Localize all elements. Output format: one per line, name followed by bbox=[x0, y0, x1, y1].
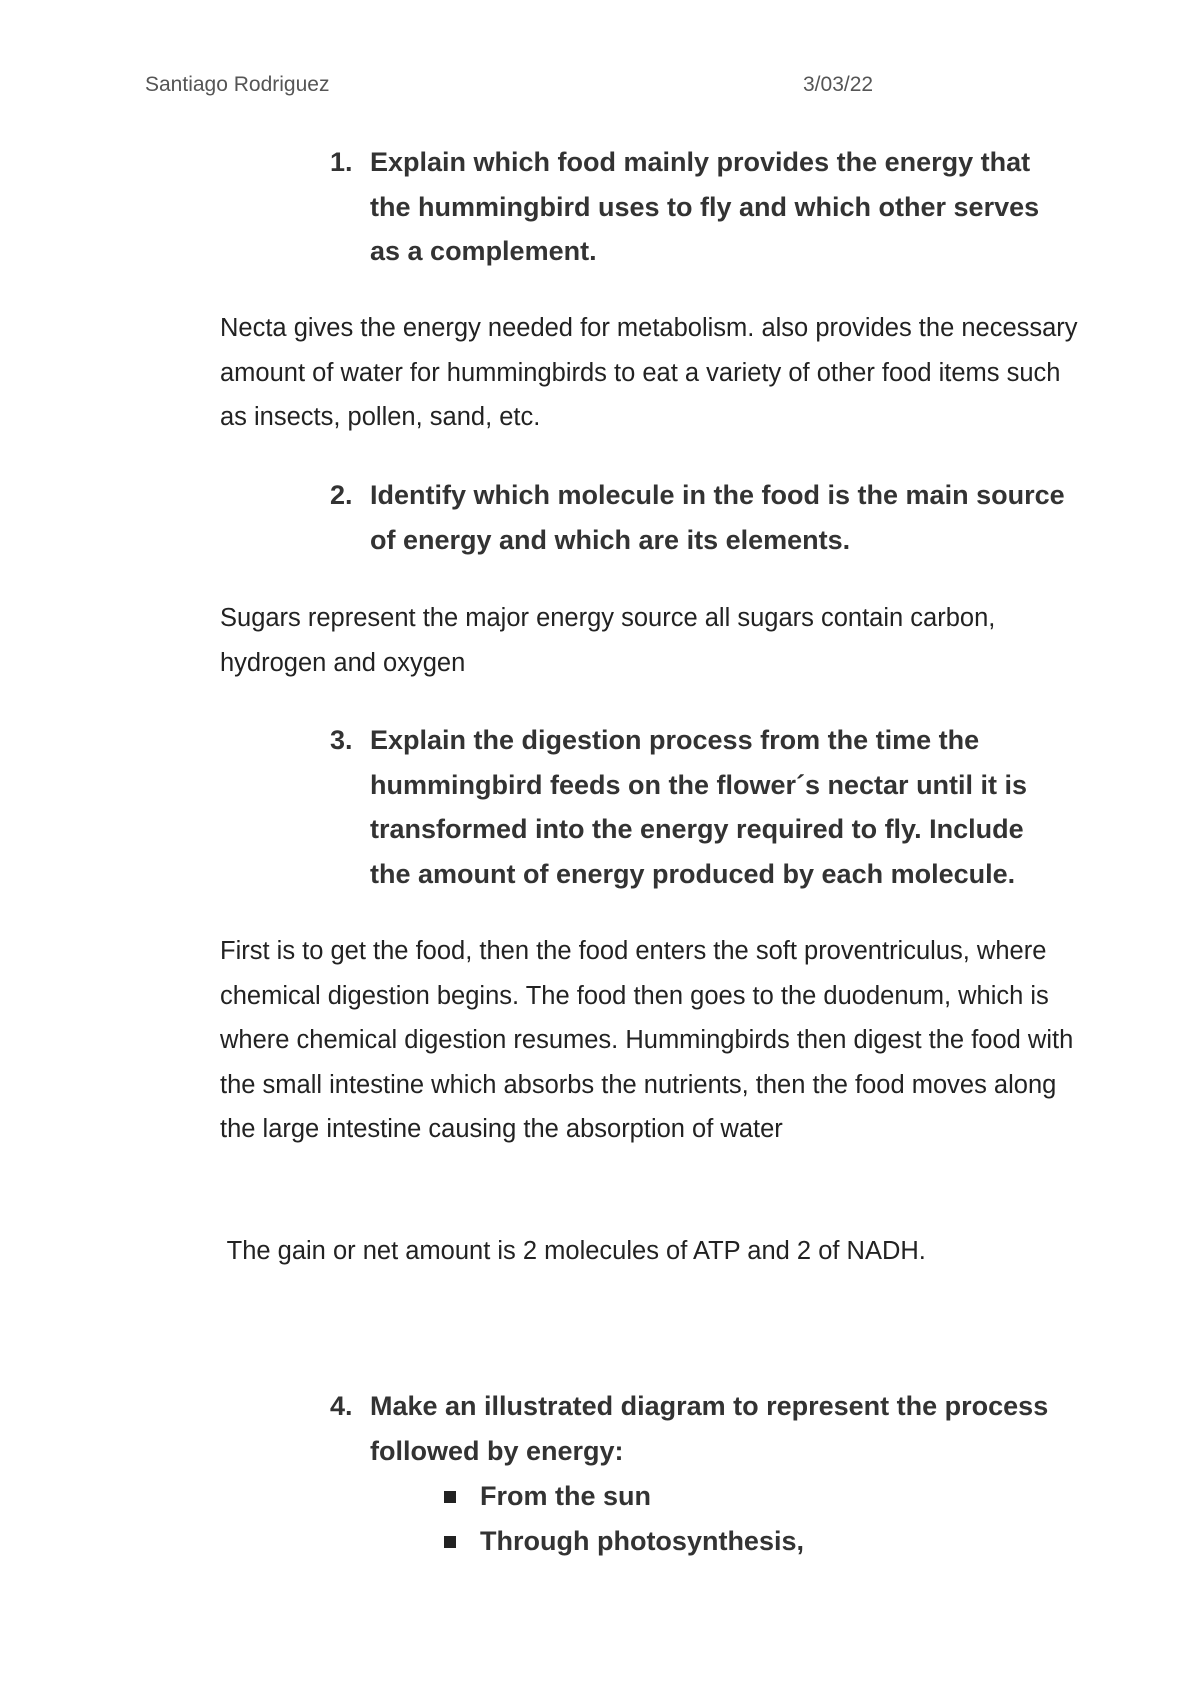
question-number: 2. bbox=[330, 480, 353, 510]
question-text: Explain which food mainly provides the energy that the hummingbird uses to fly and which other serves as a complement. bbox=[370, 147, 1040, 266]
answer-2: Sugars represent the major energy source all sugars contain carbon, hydrogen and oxygen bbox=[220, 604, 996, 677]
question-text: Explain the digestion process from the time the hummingbird feeds on the flower´s nectar until it is transformed into the energy required to fly. Include the amount of energy produced by each molecule. bbox=[370, 725, 1028, 889]
answer-1: Necta gives the energy needed for metabolism. also provides the necessary amount of water for hummingbirds to eat a variety of other food items such as insects, pollen, sand, etc. bbox=[220, 314, 1078, 431]
document-date: 3/03/22 bbox=[803, 73, 874, 96]
question-4 bbox=[330, 1384, 1070, 1473]
answer-3: First is to get the food, then the food enters the soft proventriculus, where chemical digestion begins. The food then goes to the duodenum, which is where chemical digestion resumes. Hummingbirds then digest the food with the small intestine which absorbs the nutrients, then the food moves along the large intestine causing the absorption of water bbox=[220, 937, 1074, 1143]
question-3 bbox=[330, 718, 1070, 896]
square-bullet-icon bbox=[444, 1536, 456, 1548]
question-text: Identify which molecule in the food is the main source of energy and which are its elements. bbox=[370, 480, 1065, 555]
question-number: 1. bbox=[330, 147, 353, 177]
answer-3-net-gain: The gain or net amount is 2 molecules of ATP and 2 of NADH. bbox=[220, 1237, 926, 1265]
list-item bbox=[442, 1474, 1042, 1519]
square-bullet-icon bbox=[444, 1491, 456, 1503]
list-item-text: Through photosynthesis, bbox=[480, 1526, 804, 1556]
diagram-steps-list bbox=[442, 1474, 1042, 1564]
question-2 bbox=[330, 473, 1070, 562]
question-1 bbox=[330, 140, 1070, 274]
list-item bbox=[442, 1519, 1042, 1564]
question-number: 3. bbox=[330, 725, 353, 755]
author-name: Santiago Rodriguez bbox=[145, 73, 330, 96]
page-header bbox=[145, 73, 905, 103]
question-text: Make an illustrated diagram to represent the process followed by energy: bbox=[370, 1391, 1049, 1466]
list-item-text: From the sun bbox=[480, 1481, 652, 1511]
question-number: 4. bbox=[330, 1391, 353, 1421]
